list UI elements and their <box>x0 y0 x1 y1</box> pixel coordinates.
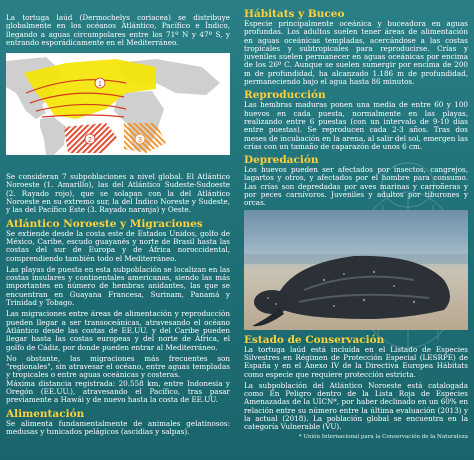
migration-paragraph-5: Máxima distancia registrada: 20.558 km, entre Indonesia y Oregón (EE.UU.), atravesando el Pacífico, tras pasar previamente a Hawái y de nuevo hasta la costa de EE.UU. <box>6 378 230 405</box>
migration-heading: Atlántico Noroeste y Migraciones <box>6 217 203 230</box>
map-label-1: 1 <box>98 81 102 89</box>
predation-paragraph: Los huevos pueden ser afectados por insectos, cangrejos, lagartos y otros, y afectados por el hombre para consumo. Las crías son depredadas por aves marinas y carroñeras y por peces carnívoros. Juveniles y adultos por tiburones y orcas. <box>244 165 468 208</box>
feeding-heading: Alimentación <box>6 407 85 420</box>
migration-paragraph-3: Las migraciones entre áreas de alimentación y reproducción pueden llegar a ser transoceánicas, atravesando el océano Atlántico desde las costas de EE.UU. y del Caribe pueden llegar hasta las costas europeas y del norte de África, el golfo de Cádiz, por donde pueden entrar al Mediterráneo. <box>6 309 230 352</box>
map-label-3: 3 <box>138 137 142 145</box>
right-column <box>244 0 468 460</box>
conservation-paragraph-2: La subpoblación del Atlántico Noroeste está catalogada como En Peligro dentro de la Lista Roja de Especies Amenazadas de la UICN*, por haber declinado en un 60% en relación entre su número entre la última evaluación (2013) y la actual (2018). La población global se encuentra en la categoría Vulnerable (VU). <box>244 380 468 432</box>
footnote: * Unión Internacional para la Conservación de la Naturaleza <box>298 433 468 440</box>
habitat-heading: Hábitats y Buceo <box>244 8 345 20</box>
distribution-map <box>6 53 230 155</box>
migration-paragraph-1: Se extiende desde la costa este de Estados Unidos, golfo de México, Caribe, escudo guayanés y norte de Brasil hasta las costas del sur de Europa y de África noroccidental, comprendiendo también todo el Mediterráneo. <box>6 228 230 263</box>
predation-heading: Depredación <box>244 154 319 167</box>
left-column <box>6 0 230 460</box>
reproduction-paragraph: Las hembras maduras ponen una media de entre 60 y 100 huevos en cada puesta, normalmente en las playas, realizando entre 6 puestas (con un intervalo de 9-10 días entre puestas). Se reproducen cada 2-3 años. Tras dos meses de incubación en la arena, al salir del sol, emergen las crías con un tamaño de caparazón de unos 6 cm. <box>244 100 468 151</box>
subpopulations-paragraph: Se consideran 7 subpoblaciones a nivel global. El Atlántico Noroeste (1. Amarillo), las del Atlántico Sudeste-Sudoeste (2. Rayado rojo), que se solapan con la del Atlántico Noroeste en su extremo sur, la del Índico Noreste y Sudeste, y las del Pacífico Este (3. Rayado naranja) y Oeste. <box>6 172 230 215</box>
conservation-paragraph-1: La tortuga laúd está incluida en el Listado de Especies Silvestres en Régimen de Protección Especial (LESRPE) de España y en el Anexo IV de la Directiva Europea Hábitats como especie que requiere protección estricta. <box>244 344 468 379</box>
migration-paragraph-2: Las playas de puesta en esta subpoblación se localizan en las costas insulares y continentales americanas, siendo las más importantes en número de hembras anidantes, las que se encuentran en Guayana Francesa, Surinam, Panamá y Trinidad y Tobago. <box>6 264 230 308</box>
feeding-paragraph: Se alimenta fundamentalmente de animales gelatinosos: medusas y tunicados pelágicos (ascidias y salpas). <box>6 418 230 436</box>
reproduction-heading: Reproducción <box>244 89 326 102</box>
intro-paragraph: La tortuga laúd (Dermochelys coriacea) se distribuye globalmente en los océanos Atlántico, Pacífico e Índico, llegando a aguas circumpolares entre los 71º N y 47º S, y entrando esporádicamente en el Mediterráneo. <box>6 13 230 47</box>
map-label-2: 2 <box>88 137 92 145</box>
turtle-photo <box>244 210 468 330</box>
habitat-paragraph: Especie principalmente oceánica y buceadora en aguas profundas. Los adultos suelen tener áreas de alimentación en aguas oceánicas templadas, acercándose a las costas tropicales y subtropicales para reproducirse. Crías y juveniles suelen permanecer en aguas oceánicas por encima de los 26º C. Aunque se suelen sumergir por encima de 200 m de profundidad, ha alcanzado 1.186 m de profundidad, permaneciendo bajo el agua hasta 86 minutos. <box>244 19 468 87</box>
map-graphic <box>6 53 230 155</box>
migration-paragraph-4: No obstante, las migraciones más frecuentes son "regionales", sin atravesar el océano, entre aguas templadas y tropicales o entre aguas oceánicas y costeras. <box>6 353 230 380</box>
turtle-photo-graphic <box>244 210 468 330</box>
conservation-heading: Estado de Conservación <box>244 333 385 346</box>
